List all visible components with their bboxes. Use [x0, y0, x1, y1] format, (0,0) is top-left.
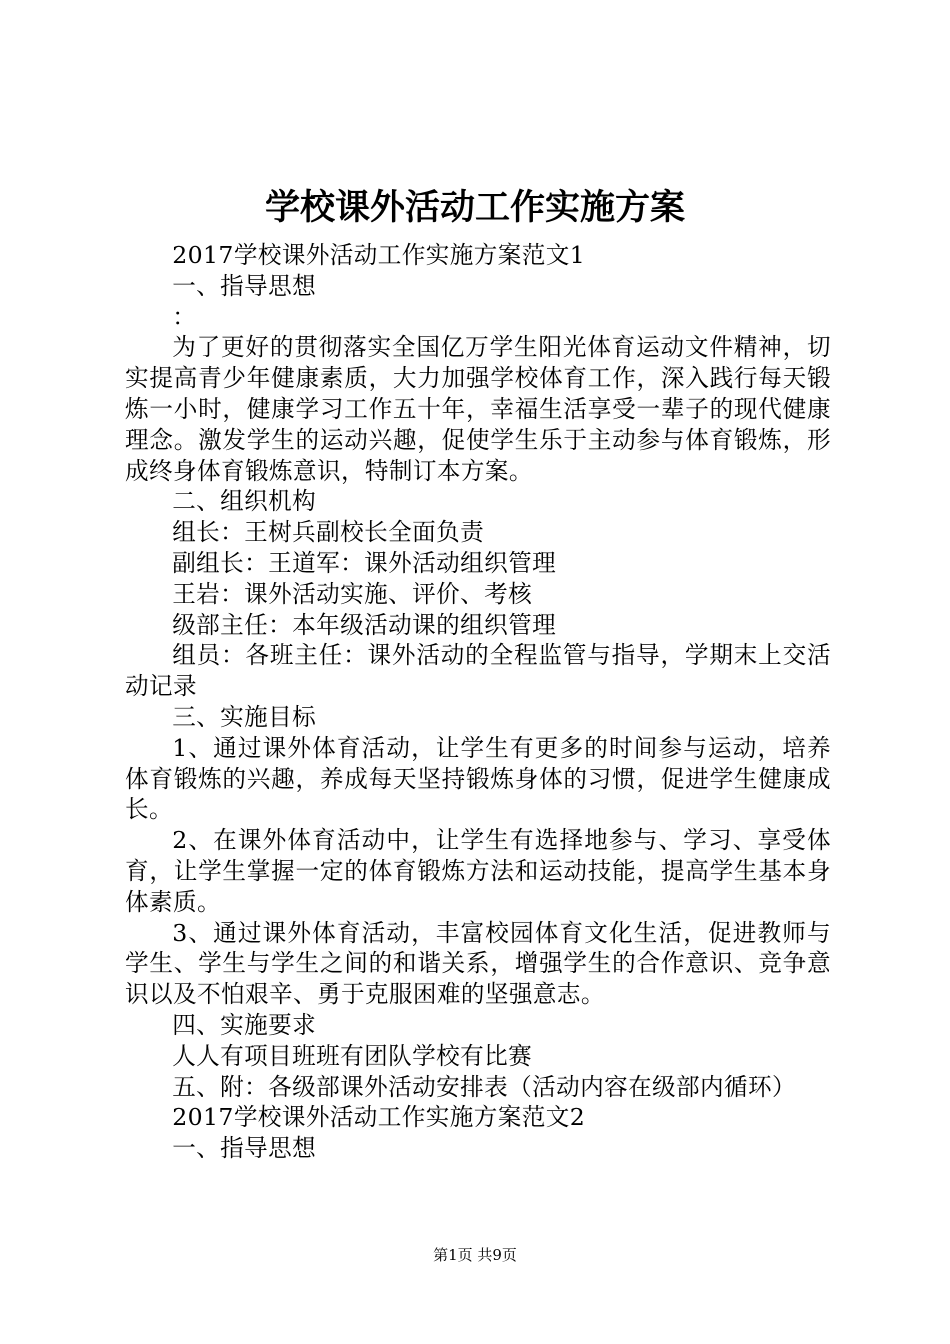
paragraph-section-organization: 二、组织机构	[172, 487, 317, 516]
paragraph-wang-yan: 王岩：课外活动实施、评价、考核	[172, 579, 533, 608]
paragraph-grade-director: 级部主任：本年级活动课的组织管理	[172, 610, 557, 639]
page-number-footer: 第1页 共9页	[433, 1246, 517, 1264]
document-title: 学校课外活动工作实施方案	[264, 187, 685, 228]
paragraph-requirements-body: 人人有项目班班有团队学校有比赛	[172, 1041, 533, 1070]
paragraph-guiding-thought-body: 为了更好的贯彻落实全国亿万学生阳光体育运动文件精神，切实提高青少年健康素质，大力加强学校体育工作，深入践行每天锻炼一小时，健康学习工作五十年，幸福生活享受一辈子的现代健康理念。激发学生的运动兴趣，促使学生乐于主动参与体育锻炼，形成终身体育锻炼意识，特制订本方案。	[125, 333, 831, 485]
paragraph-section-guiding-thought-2: 一、指导思想	[172, 1134, 317, 1163]
document-body	[125, 240, 831, 1164]
paragraph-goal-2: 2、在课外体育活动中，让学生有选择地参与、学习、享受体育，让学生掌握一定的体育锻炼方法和运动技能，提高学生基本身体素质。	[125, 826, 831, 916]
paragraph-deputy-leader: 副组长：王道军：课外活动组织管理	[172, 548, 557, 577]
paragraph-appendix: 五、附：各级部课外活动安排表（活动内容在级部内循环）	[172, 1072, 797, 1101]
paragraph-heading-sample-2: 2017学校课外活动工作实施方案范文2	[172, 1103, 586, 1132]
paragraph-colon: ：	[172, 302, 197, 331]
paragraph-goal-3: 3、通过课外体育活动，丰富校园体育文化生活，促进教师与学生、学生与学生之间的和谐关系，增强学生的合作意识、竞争意识以及不怕艰辛、勇于克服困难的坚强意志。	[125, 918, 831, 1009]
paragraph-section-goals: 三、实施目标	[172, 702, 317, 731]
paragraph-section-guiding-thought: 一、指导思想	[172, 271, 317, 300]
paragraph-heading-sample-1: 2017学校课外活动工作实施方案范文1	[172, 241, 586, 269]
paragraph-goal-1: 1、通过课外体育活动，让学生有更多的时间参与运动，培养体育锻炼的兴趣，养成每天坚持锻炼身体的习惯，促进学生健康成长。	[125, 733, 831, 824]
paragraph-members: 组员：各班主任：课外活动的全程监管与指导，学期末上交活动记录	[125, 641, 831, 701]
paragraph-leader: 组长：王树兵副校长全面负责	[172, 518, 485, 547]
paragraph-section-requirements: 四、实施要求	[172, 1010, 317, 1039]
